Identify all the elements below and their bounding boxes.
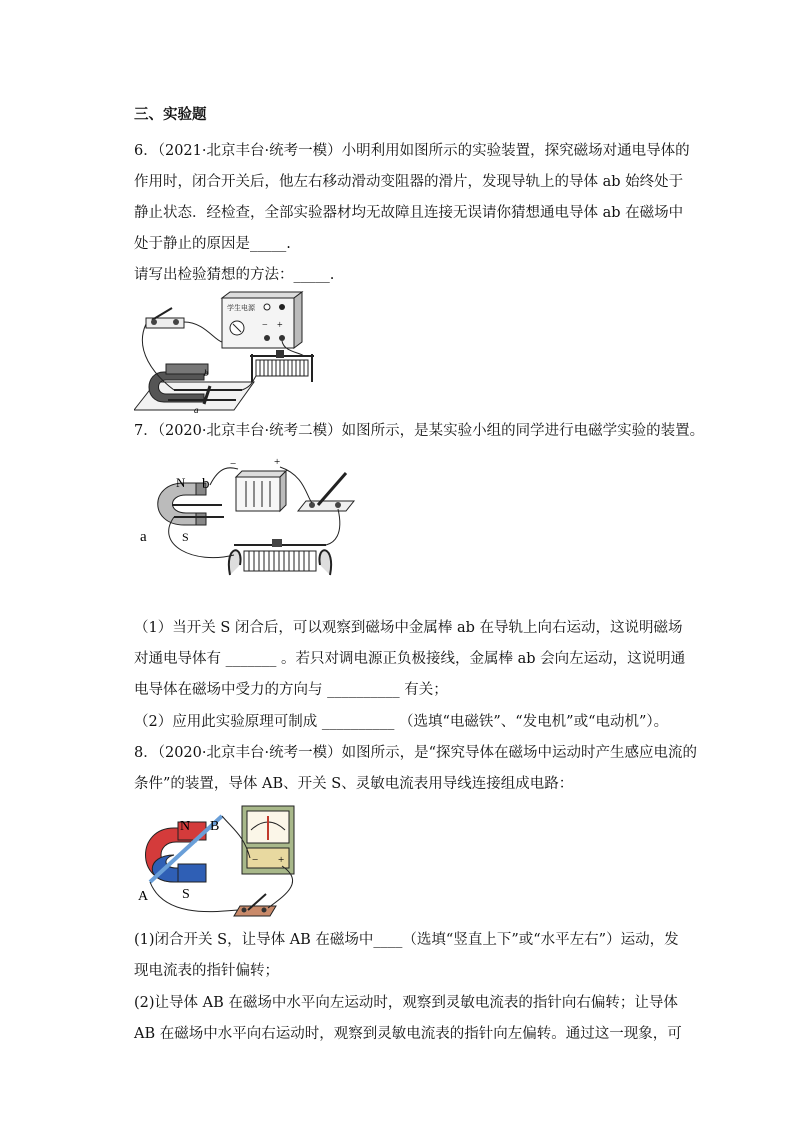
label-s: S <box>182 530 189 544</box>
q7-line-1: 7．（2020·北京丰台·统考二模）如图所示，是某实验小组的同学进行电磁学实验的装置。 <box>134 423 705 439</box>
battery-minus: − <box>230 458 237 470</box>
q6-line-1: 6．（2021·北京丰台·统考一模）小明利用如图所示的实验装置，探究磁场对通电导体的 <box>134 143 690 159</box>
q7-sub1-line-2: 对通电导体有 _______ 。若只对调电源正负极接线，金属棒 ab 会向左运动，这说明通 <box>134 651 686 667</box>
rod-label-a: a <box>194 405 199 415</box>
horseshoe-magnet-icon <box>146 822 207 882</box>
section-heading: 三、实验题 <box>134 107 207 123</box>
q7-sub1-line-1: （1）当开关 S 闭合后，可以观察到磁场中金属棒 ab 在导轨上向右运动，这说明磁场 <box>134 620 683 636</box>
power-supply-label: 学生电源 <box>227 304 255 312</box>
label-a: A <box>138 889 149 904</box>
power-supply-icon <box>222 292 302 348</box>
label-a: a <box>140 529 147 545</box>
q7-sub1-line-3: 电导体在磁场中受力的方向与 __________ 有关； <box>134 682 448 698</box>
power-plus-label: + <box>277 320 283 331</box>
q6-line-2: 作用时，闭合开关后，他左右移动滑动变阻器的滑片，发现导轨上的导体 ab 始终处于 <box>134 174 684 190</box>
battery-icon <box>230 456 286 511</box>
q6-apparatus-figure <box>134 290 324 415</box>
rheostat-icon <box>229 539 331 575</box>
q8-sub1-line-2: 现电流表的指针偏转； <box>134 963 279 979</box>
q8-sub2-line-1: (2)让导体 AB 在磁场中水平向左运动时，观察到灵敏电流表的指针向右偏转；让导体 <box>134 995 678 1011</box>
q8-line-1: 8．（2020·北京丰台·统考一模）如图所示，是“探究导体在磁场中运动时产生感应电流的 <box>134 745 698 761</box>
rheostat-icon <box>250 350 314 382</box>
q6-line-4: 处于静止的原因是_____. <box>134 236 291 252</box>
magnet-rail-icon <box>134 364 254 415</box>
horseshoe-magnet-icon <box>158 483 224 525</box>
q8-line-2: 条件”的装置，导体 AB、开关 S、灵敏电流表用导线连接组成电路： <box>134 776 574 792</box>
rod-label-b: b <box>204 368 209 378</box>
q7-sub2-line-1: （2）应用此实验原理可制成 __________ （选填“电磁铁”、“发电机”或“电动机”）。 <box>134 714 669 730</box>
meter-plus: + <box>278 854 285 866</box>
q6-line-5: 请写出检验猜想的方法：_____. <box>134 267 335 283</box>
q8-sub1-line-1: (1)闭合开关 S，让导体 AB 在磁场中____（选填“竖直上下”或“水平左右”）运动，发 <box>134 932 679 948</box>
switch-icon <box>234 894 276 916</box>
q8-sub2-line-2: AB 在磁场中水平向右运动时，观察到灵敏电流表的指针向左偏转。通过这一现象，可 <box>134 1026 682 1042</box>
q6-line-3: 静止状态．经检查，全部实验器材均无故障且连接无误请你猜想通电导体 ab 在磁场中 <box>134 205 684 221</box>
label-b: B <box>210 819 220 834</box>
label-s: S <box>182 887 190 902</box>
q8-apparatus-figure <box>134 800 314 922</box>
label-b: b <box>202 476 210 492</box>
label-n: N <box>176 475 186 490</box>
power-minus-label: − <box>262 320 268 331</box>
label-n: N <box>180 819 191 834</box>
meter-minus: − <box>252 854 259 866</box>
switch-icon <box>146 308 184 328</box>
battery-plus: + <box>274 456 281 468</box>
q7-apparatus-figure <box>134 455 364 590</box>
galvanometer-icon <box>242 806 294 874</box>
